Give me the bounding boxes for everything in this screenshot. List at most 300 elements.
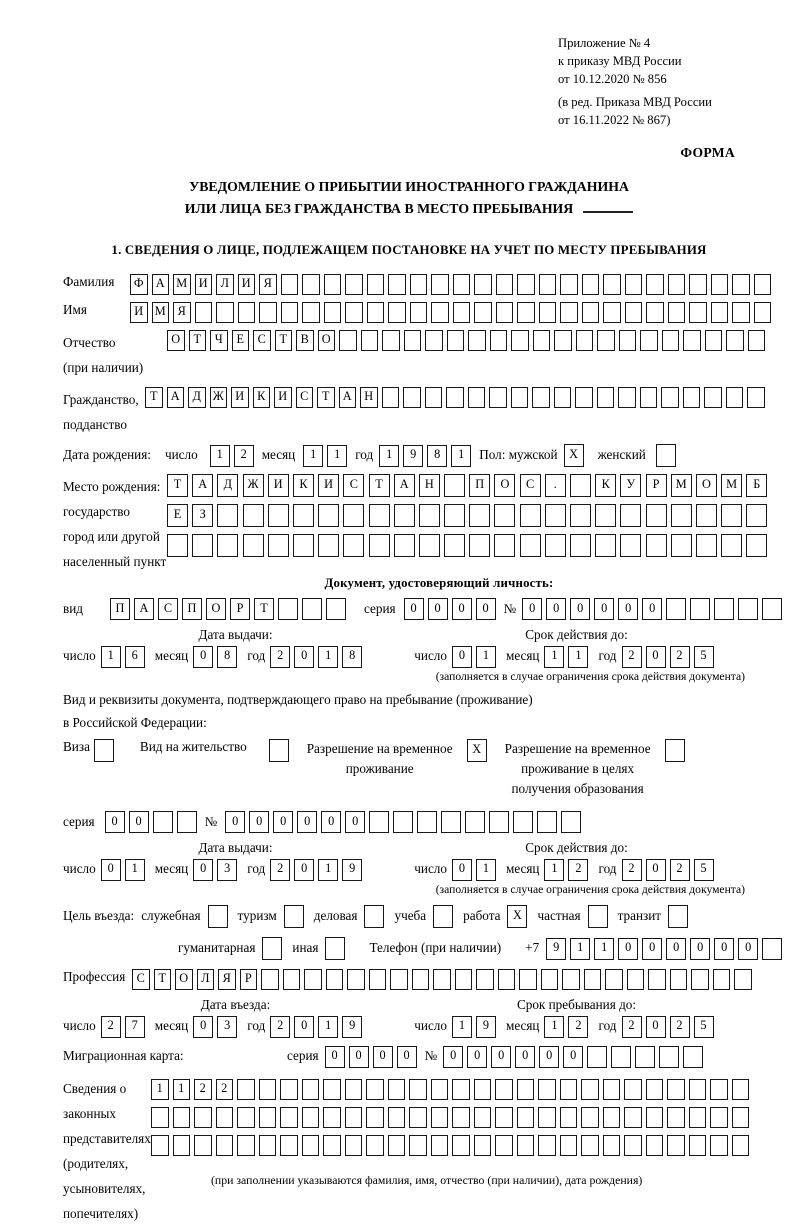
char-cell[interactable]: К [293, 474, 314, 497]
char-cell[interactable] [519, 969, 537, 990]
char-cell[interactable] [403, 387, 421, 408]
char-cell[interactable] [153, 811, 173, 833]
char-cell[interactable] [194, 1107, 212, 1128]
char-cell[interactable]: 0 [294, 1016, 314, 1038]
char-cell[interactable] [520, 504, 541, 527]
char-cell[interactable] [431, 1135, 449, 1156]
char-cell[interactable] [324, 302, 342, 323]
char-cell[interactable] [476, 969, 494, 990]
char-cell[interactable] [495, 1107, 513, 1128]
char-cell[interactable] [689, 302, 707, 323]
char-cell[interactable] [388, 1135, 406, 1156]
char-cell[interactable] [293, 504, 314, 527]
char-cell[interactable]: О [167, 330, 185, 351]
char-cell[interactable] [570, 534, 591, 557]
char-cell[interactable]: А [339, 387, 357, 408]
char-cell[interactable] [560, 1107, 578, 1128]
char-cell[interactable] [388, 1079, 406, 1100]
char-cell[interactable] [732, 1079, 750, 1100]
char-cell[interactable] [474, 274, 492, 295]
char-cell[interactable] [726, 330, 744, 351]
char-cell[interactable] [284, 905, 304, 928]
char-cell[interactable] [339, 330, 357, 351]
char-cell[interactable] [243, 534, 264, 557]
char-cell[interactable] [425, 330, 443, 351]
char-cell[interactable]: И [195, 274, 213, 295]
char-cell[interactable] [208, 905, 228, 928]
char-cell[interactable]: 0 [105, 811, 125, 833]
char-cell[interactable] [603, 1079, 621, 1100]
char-cell[interactable] [603, 1107, 621, 1128]
char-cell[interactable] [620, 504, 641, 527]
char-cell[interactable]: Б [746, 474, 767, 497]
char-cell[interactable]: Т [275, 330, 293, 351]
char-cell[interactable] [541, 969, 559, 990]
char-cell[interactable] [659, 1046, 679, 1068]
char-cell[interactable] [364, 905, 384, 928]
char-cell[interactable]: 0 [345, 811, 365, 833]
char-cell[interactable] [587, 1046, 607, 1068]
char-cell[interactable]: 1 [327, 445, 347, 467]
char-cell[interactable]: 8 [217, 646, 237, 668]
char-cell[interactable]: 0 [428, 598, 448, 620]
char-cell[interactable]: С [343, 474, 364, 497]
char-cell[interactable] [517, 302, 535, 323]
char-cell[interactable] [302, 1107, 320, 1128]
char-cell[interactable] [425, 387, 443, 408]
char-cell[interactable] [325, 937, 345, 960]
char-cell[interactable]: А [167, 387, 185, 408]
char-cell[interactable] [689, 1107, 707, 1128]
char-cell[interactable] [732, 274, 750, 295]
char-cell[interactable] [489, 387, 507, 408]
char-cell[interactable]: С [253, 330, 271, 351]
char-cell[interactable]: 2 [622, 859, 642, 881]
char-cell[interactable]: Л [216, 274, 234, 295]
char-cell[interactable] [345, 1079, 363, 1100]
char-cell[interactable] [640, 387, 658, 408]
char-cell[interactable] [545, 504, 566, 527]
char-cell[interactable] [646, 1107, 664, 1128]
char-cell[interactable] [243, 504, 264, 527]
char-cell[interactable]: М [152, 302, 170, 323]
char-cell[interactable]: 1 [210, 445, 230, 467]
char-cell[interactable] [431, 1107, 449, 1128]
char-cell[interactable]: Т [317, 387, 335, 408]
char-cell[interactable]: 8 [342, 646, 362, 668]
char-cell[interactable] [517, 1079, 535, 1100]
char-cell[interactable] [217, 534, 238, 557]
char-cell[interactable]: О [494, 474, 515, 497]
char-cell[interactable] [261, 969, 279, 990]
char-cell[interactable]: 1 [318, 1016, 338, 1038]
char-cell[interactable] [576, 330, 594, 351]
char-cell[interactable] [732, 1107, 750, 1128]
char-cell[interactable] [575, 387, 593, 408]
char-cell[interactable]: Т [189, 330, 207, 351]
char-cell[interactable]: 0 [646, 1016, 666, 1038]
char-cell[interactable]: 0 [101, 859, 121, 881]
char-cell[interactable]: 0 [452, 598, 472, 620]
char-cell[interactable]: И [318, 474, 339, 497]
blank-underline[interactable] [583, 211, 633, 213]
char-cell[interactable] [498, 969, 516, 990]
char-cell[interactable]: Ф [130, 274, 148, 295]
char-cell[interactable]: А [134, 598, 154, 620]
char-cell[interactable]: 5 [694, 646, 714, 668]
char-cell[interactable]: Я [259, 274, 277, 295]
char-cell[interactable] [683, 330, 701, 351]
char-cell[interactable] [490, 330, 508, 351]
char-cell[interactable] [646, 504, 667, 527]
char-cell[interactable] [455, 969, 473, 990]
char-cell[interactable] [268, 534, 289, 557]
char-cell[interactable]: 0 [738, 938, 758, 960]
char-cell[interactable]: К [595, 474, 616, 497]
char-cell[interactable]: Н [360, 387, 378, 408]
char-cell[interactable] [326, 969, 344, 990]
char-cell[interactable] [465, 811, 485, 833]
char-cell[interactable]: 1 [173, 1079, 191, 1100]
char-cell[interactable] [323, 1135, 341, 1156]
char-cell[interactable] [388, 274, 406, 295]
char-cell[interactable] [624, 1107, 642, 1128]
char-cell[interactable] [94, 739, 114, 762]
char-cell[interactable]: 2 [568, 1016, 588, 1038]
char-cell[interactable] [714, 598, 734, 620]
char-cell[interactable] [367, 302, 385, 323]
char-cell[interactable]: И [238, 274, 256, 295]
char-cell[interactable]: Л [197, 969, 215, 990]
char-cell[interactable] [667, 1135, 685, 1156]
char-cell[interactable]: 9 [342, 1016, 362, 1038]
char-cell[interactable]: С [296, 387, 314, 408]
char-cell[interactable] [494, 504, 515, 527]
char-cell[interactable] [216, 1107, 234, 1128]
char-cell[interactable]: 0 [646, 859, 666, 881]
char-cell[interactable] [661, 387, 679, 408]
char-cell[interactable] [302, 274, 320, 295]
char-cell[interactable] [696, 504, 717, 527]
char-cell[interactable]: Д [217, 474, 238, 497]
char-cell[interactable]: 0 [193, 646, 213, 668]
char-cell[interactable]: . [545, 474, 566, 497]
char-cell[interactable]: 2 [622, 646, 642, 668]
char-cell[interactable]: 0 [193, 1016, 213, 1038]
char-cell[interactable] [382, 330, 400, 351]
char-cell[interactable] [347, 969, 365, 990]
char-cell[interactable]: К [253, 387, 271, 408]
char-cell[interactable] [394, 534, 415, 557]
char-cell[interactable] [513, 811, 533, 833]
char-cell[interactable]: 0 [515, 1046, 535, 1068]
char-cell[interactable]: М [721, 474, 742, 497]
char-cell[interactable] [419, 534, 440, 557]
char-cell[interactable] [689, 1135, 707, 1156]
char-cell[interactable] [746, 504, 767, 527]
char-cell[interactable] [259, 302, 277, 323]
char-cell[interactable] [343, 534, 364, 557]
char-cell[interactable]: 0 [618, 598, 638, 620]
char-cell[interactable] [433, 969, 451, 990]
char-cell[interactable] [259, 1107, 277, 1128]
char-cell[interactable] [581, 1107, 599, 1128]
char-cell[interactable]: 9 [476, 1016, 496, 1038]
char-cell[interactable] [394, 504, 415, 527]
char-cell[interactable]: С [158, 598, 178, 620]
char-cell[interactable]: 2 [216, 1079, 234, 1100]
char-cell[interactable]: 0 [618, 938, 638, 960]
char-cell[interactable]: Р [230, 598, 250, 620]
char-cell[interactable] [345, 1135, 363, 1156]
char-cell[interactable] [754, 302, 772, 323]
char-cell[interactable] [603, 302, 621, 323]
char-cell[interactable] [625, 274, 643, 295]
char-cell[interactable] [560, 1079, 578, 1100]
char-cell[interactable]: Т [145, 387, 163, 408]
char-cell[interactable] [433, 905, 453, 928]
char-cell[interactable] [268, 504, 289, 527]
char-cell[interactable] [704, 387, 722, 408]
char-cell[interactable]: Я [173, 302, 191, 323]
char-cell[interactable]: 2 [101, 1016, 121, 1038]
char-cell[interactable]: 0 [491, 1046, 511, 1068]
char-cell[interactable] [452, 1079, 470, 1100]
char-cell[interactable] [689, 274, 707, 295]
char-cell[interactable] [318, 504, 339, 527]
char-cell[interactable]: Д [188, 387, 206, 408]
char-cell[interactable]: 1 [544, 1016, 564, 1038]
char-cell[interactable] [369, 969, 387, 990]
char-cell[interactable]: X [467, 739, 487, 762]
char-cell[interactable]: 1 [318, 646, 338, 668]
char-cell[interactable] [635, 1046, 655, 1068]
char-cell[interactable] [409, 1079, 427, 1100]
char-cell[interactable] [409, 1135, 427, 1156]
char-cell[interactable]: 0 [570, 598, 590, 620]
char-cell[interactable]: О [206, 598, 226, 620]
char-cell[interactable]: 0 [294, 859, 314, 881]
char-cell[interactable] [619, 330, 637, 351]
char-cell[interactable] [409, 1107, 427, 1128]
char-cell[interactable] [520, 534, 541, 557]
char-cell[interactable]: 2 [568, 859, 588, 881]
char-cell[interactable]: 1 [544, 859, 564, 881]
char-cell[interactable] [262, 937, 282, 960]
char-cell[interactable]: 0 [476, 598, 496, 620]
char-cell[interactable] [747, 387, 765, 408]
char-cell[interactable] [561, 811, 581, 833]
char-cell[interactable] [620, 534, 641, 557]
char-cell[interactable]: 3 [217, 859, 237, 881]
char-cell[interactable] [582, 302, 600, 323]
char-cell[interactable] [453, 274, 471, 295]
char-cell[interactable]: 0 [642, 938, 662, 960]
char-cell[interactable] [689, 1079, 707, 1100]
char-cell[interactable] [444, 474, 465, 497]
char-cell[interactable] [582, 274, 600, 295]
char-cell[interactable] [269, 739, 289, 762]
char-cell[interactable]: Н [419, 474, 440, 497]
char-cell[interactable] [618, 387, 636, 408]
char-cell[interactable] [495, 1135, 513, 1156]
char-cell[interactable] [444, 534, 465, 557]
char-cell[interactable] [533, 330, 551, 351]
char-cell[interactable]: 0 [563, 1046, 583, 1068]
char-cell[interactable] [474, 1135, 492, 1156]
char-cell[interactable] [390, 969, 408, 990]
char-cell[interactable]: 1 [451, 445, 471, 467]
char-cell[interactable] [597, 387, 615, 408]
char-cell[interactable] [173, 1135, 191, 1156]
char-cell[interactable] [588, 905, 608, 928]
char-cell[interactable] [293, 534, 314, 557]
char-cell[interactable]: 2 [270, 646, 290, 668]
char-cell[interactable]: X [564, 444, 584, 467]
char-cell[interactable]: 3 [217, 1016, 237, 1038]
char-cell[interactable] [281, 274, 299, 295]
char-cell[interactable]: 9 [546, 938, 566, 960]
char-cell[interactable] [732, 302, 750, 323]
char-cell[interactable] [280, 1135, 298, 1156]
char-cell[interactable] [665, 739, 685, 762]
char-cell[interactable] [474, 302, 492, 323]
char-cell[interactable]: Ж [243, 474, 264, 497]
char-cell[interactable]: 2 [234, 445, 254, 467]
char-cell[interactable] [281, 302, 299, 323]
char-cell[interactable]: З [192, 504, 213, 527]
char-cell[interactable]: А [152, 274, 170, 295]
char-cell[interactable] [217, 504, 238, 527]
char-cell[interactable] [603, 274, 621, 295]
char-cell[interactable] [625, 302, 643, 323]
char-cell[interactable]: И [130, 302, 148, 323]
char-cell[interactable] [762, 598, 782, 620]
char-cell[interactable] [444, 504, 465, 527]
char-cell[interactable]: 0 [294, 646, 314, 668]
char-cell[interactable]: И [268, 474, 289, 497]
char-cell[interactable]: О [175, 969, 193, 990]
char-cell[interactable] [711, 302, 729, 323]
char-cell[interactable] [441, 811, 461, 833]
char-cell[interactable] [366, 1079, 384, 1100]
char-cell[interactable] [581, 1135, 599, 1156]
char-cell[interactable] [738, 598, 758, 620]
char-cell[interactable]: В [296, 330, 314, 351]
char-cell[interactable]: 0 [349, 1046, 369, 1068]
char-cell[interactable] [496, 274, 514, 295]
char-cell[interactable]: М [671, 474, 692, 497]
char-cell[interactable]: 0 [690, 938, 710, 960]
char-cell[interactable]: Т [254, 598, 274, 620]
char-cell[interactable] [453, 302, 471, 323]
char-cell[interactable]: 0 [397, 1046, 417, 1068]
char-cell[interactable] [538, 1079, 556, 1100]
char-cell[interactable]: И [274, 387, 292, 408]
char-cell[interactable] [404, 330, 422, 351]
char-cell[interactable] [560, 1135, 578, 1156]
char-cell[interactable]: 0 [546, 598, 566, 620]
char-cell[interactable]: О [696, 474, 717, 497]
char-cell[interactable] [489, 811, 509, 833]
char-cell[interactable] [302, 1079, 320, 1100]
char-cell[interactable] [671, 504, 692, 527]
char-cell[interactable]: 0 [373, 1046, 393, 1068]
char-cell[interactable]: 0 [273, 811, 293, 833]
char-cell[interactable] [762, 938, 782, 960]
char-cell[interactable] [721, 504, 742, 527]
char-cell[interactable] [280, 1107, 298, 1128]
char-cell[interactable]: 1 [594, 938, 614, 960]
char-cell[interactable] [237, 1135, 255, 1156]
char-cell[interactable] [668, 905, 688, 928]
char-cell[interactable] [570, 504, 591, 527]
char-cell[interactable] [343, 504, 364, 527]
char-cell[interactable] [603, 1135, 621, 1156]
char-cell[interactable] [517, 1135, 535, 1156]
char-cell[interactable] [216, 302, 234, 323]
char-cell[interactable]: Р [646, 474, 667, 497]
char-cell[interactable] [216, 1135, 234, 1156]
char-cell[interactable] [746, 534, 767, 557]
char-cell[interactable] [710, 1107, 728, 1128]
char-cell[interactable]: Т [167, 474, 188, 497]
char-cell[interactable] [367, 274, 385, 295]
char-cell[interactable] [431, 274, 449, 295]
char-cell[interactable] [324, 274, 342, 295]
char-cell[interactable] [495, 1079, 513, 1100]
char-cell[interactable] [388, 302, 406, 323]
char-cell[interactable] [646, 274, 664, 295]
char-cell[interactable] [361, 330, 379, 351]
char-cell[interactable] [646, 534, 667, 557]
char-cell[interactable] [468, 387, 486, 408]
char-cell[interactable] [474, 1107, 492, 1128]
char-cell[interactable] [539, 302, 557, 323]
char-cell[interactable] [662, 330, 680, 351]
char-cell[interactable] [667, 1079, 685, 1100]
char-cell[interactable] [754, 274, 772, 295]
char-cell[interactable] [278, 598, 298, 620]
char-cell[interactable]: 0 [522, 598, 542, 620]
char-cell[interactable]: 2 [270, 859, 290, 881]
char-cell[interactable] [538, 1107, 556, 1128]
char-cell[interactable] [431, 1079, 449, 1100]
char-cell[interactable] [560, 302, 578, 323]
char-cell[interactable] [431, 302, 449, 323]
char-cell[interactable] [410, 274, 428, 295]
char-cell[interactable] [192, 534, 213, 557]
char-cell[interactable] [570, 474, 591, 497]
char-cell[interactable] [646, 1135, 664, 1156]
char-cell[interactable]: 1 [151, 1079, 169, 1100]
char-cell[interactable] [711, 274, 729, 295]
char-cell[interactable] [627, 969, 645, 990]
char-cell[interactable] [605, 969, 623, 990]
char-cell[interactable] [666, 598, 686, 620]
char-cell[interactable] [624, 1135, 642, 1156]
char-cell[interactable]: Т [369, 474, 390, 497]
char-cell[interactable]: 1 [379, 445, 399, 467]
char-cell[interactable] [696, 534, 717, 557]
char-cell[interactable] [511, 387, 529, 408]
char-cell[interactable] [595, 534, 616, 557]
char-cell[interactable] [304, 969, 322, 990]
char-cell[interactable] [323, 1079, 341, 1100]
char-cell[interactable]: 5 [694, 859, 714, 881]
char-cell[interactable] [668, 274, 686, 295]
char-cell[interactable] [668, 302, 686, 323]
